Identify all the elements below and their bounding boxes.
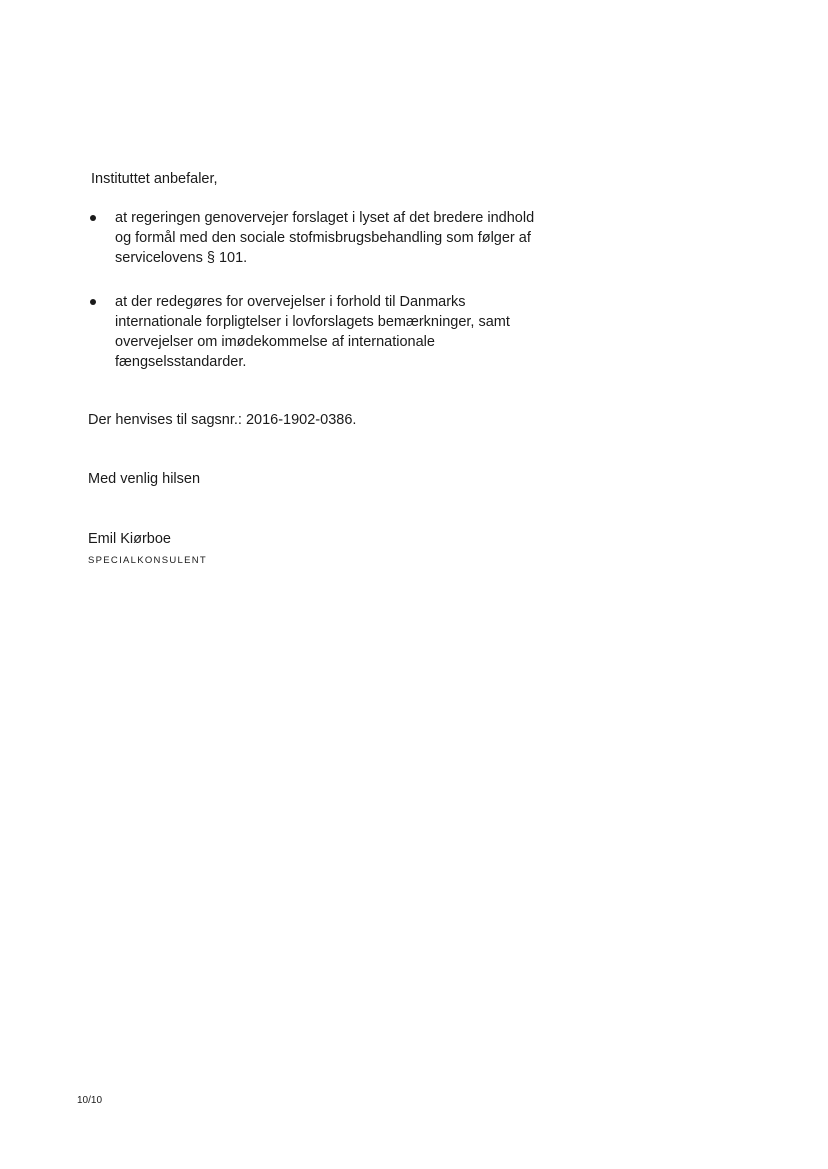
closing-greeting: Med venlig hilsen bbox=[88, 471, 201, 487]
recommendation-line: internationale forpligtelser i lovforslagets bemærkninger, samt bbox=[115, 314, 510, 330]
recommendation-line: overvejelser om imødekommelse af internationale bbox=[115, 334, 435, 350]
recommendation-line: at der redegøres for overvejelser i forhold til Danmarks bbox=[115, 294, 466, 310]
bullet-icon bbox=[90, 215, 96, 221]
recommendation-line: fængselsstandarder. bbox=[115, 354, 247, 370]
recommendation-item bbox=[88, 208, 534, 268]
intro-text: Instituttet anbefaler, bbox=[91, 171, 218, 187]
recommendation-line: og formål med den sociale stofmisbrugsbehandling som følger af bbox=[115, 230, 531, 246]
page-number: 10/10 bbox=[77, 1095, 103, 1106]
recommendation-list bbox=[88, 292, 510, 372]
recommendation-list bbox=[88, 208, 534, 268]
signer-title: SPECIALKONSULENT bbox=[88, 555, 207, 566]
recommendation-line: servicelovens § 101. bbox=[115, 250, 248, 266]
recommendation-item bbox=[88, 292, 510, 372]
bullet-icon bbox=[90, 299, 96, 305]
recommendation-line: at regeringen genovervejer forslaget i lyset af det bredere indhold bbox=[115, 210, 535, 226]
signer-name: Emil Kiørboe bbox=[88, 531, 171, 547]
case-reference: Der henvises til sagsnr.: 2016-1902-0386. bbox=[88, 412, 357, 428]
